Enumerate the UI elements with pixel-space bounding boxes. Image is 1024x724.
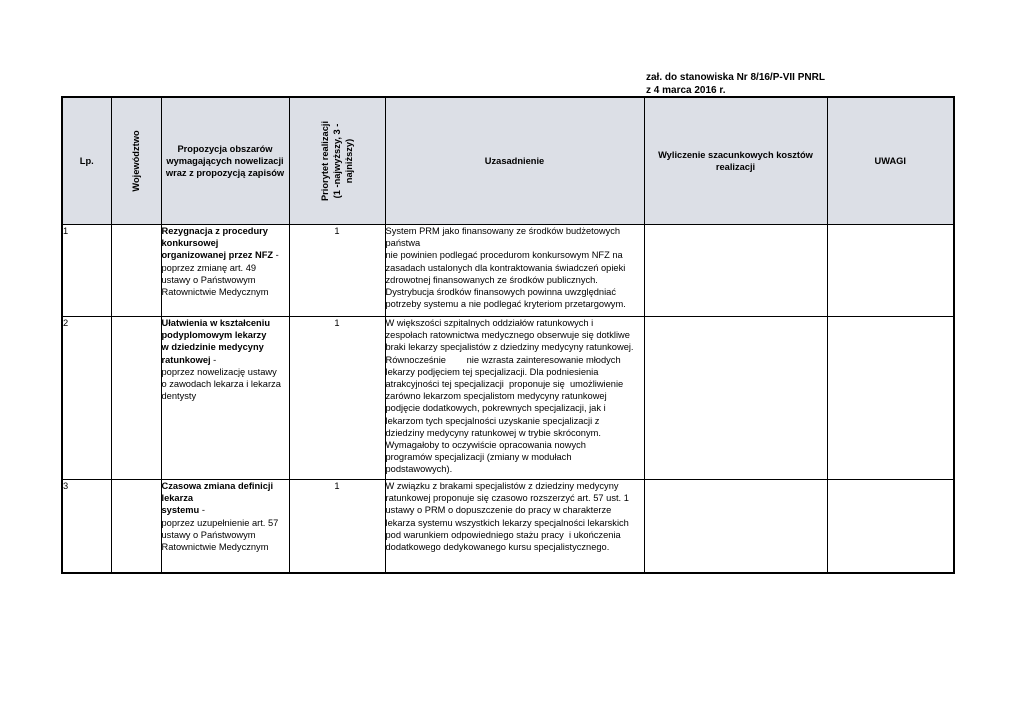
propozycja-line: Ratownictwie Medycznym: [161, 542, 269, 553]
propozycja-line: o zawodach lekarza i lekarza: [161, 379, 281, 390]
uzasadnienie-line: programów specjalizacji (zmiany w modułach: [385, 452, 572, 463]
cell-priorytet: 1: [289, 480, 385, 573]
uzasadnienie-line: ratunkowej proponuje się czasowo rozszerzyć art. 57 ust. 1: [385, 493, 629, 504]
uzasadnienie-line: W większości szpitalnych oddziałów ratunkowych i: [385, 318, 594, 328]
propozycja-bold-line: [162, 249, 289, 261]
cell-uwagi: [827, 480, 954, 573]
propozycja-bold-line: [162, 237, 289, 249]
uzasadnienie-line: System PRM jako finansowany ze środków budżetowych: [385, 226, 621, 236]
uzasadnienie-line: zespołach ratownictwa medycznego obserwuje się dotkliwe: [385, 330, 630, 341]
propozycja-bold-line: [162, 354, 289, 366]
propozycja-bold-line: [162, 504, 289, 516]
uzasadnienie-line: Dystrybucja środków finansowych powinna uwzględniać: [385, 287, 616, 298]
uzasadnienie-line: dziedziny medycyny ratunkowej w trybie skróconym.: [385, 427, 601, 438]
propozycja-bold-line: [162, 317, 289, 329]
cell-propozycja: [161, 225, 289, 317]
cell-propozycja: [161, 480, 289, 573]
uzasadnienie-line: dodatkowego dedykowanego kursu specjalistycznego.: [385, 542, 610, 553]
cell-wyliczenie: [644, 480, 827, 573]
header-priorytet-line-1: Priorytet realizacji: [320, 120, 330, 202]
cell-wojewodztwo: [111, 317, 161, 480]
propozycja-line: Ratownictwie Medycznym: [161, 287, 269, 298]
propozycja-bold-text: Czasowa zmiana definicji: [161, 481, 274, 491]
uzasadnienie-line: lekarza systemu wszystkich lekarzy specjalności lekarskich: [385, 517, 629, 528]
attachment-line-1: zał. do stanowiska Nr 8/16/P-VII PNRL: [646, 72, 825, 83]
cell-lp: 2: [62, 317, 111, 480]
uzasadnienie-line: lekarzy podjęciem tej specjalizacji. Dla podniesienia: [385, 366, 599, 377]
table-row: [62, 317, 954, 480]
propozycja-bold-text: konkursowej: [161, 238, 219, 249]
cell-lp: 3: [62, 480, 111, 573]
propozycja-bold-line: [162, 480, 289, 492]
header-wyliczenie: Wyliczenie szacunkowych kosztów realizacji: [644, 97, 827, 225]
propozycja-line: poprzez uzupełnienie art. 57: [161, 517, 279, 528]
propozycja-line: poprzez zmianę art. 49: [161, 262, 257, 273]
attachment-note: [646, 71, 825, 97]
uzasadnienie-line: Równocześnie nie wzrasta zainteresowanie młodych: [385, 354, 621, 365]
uzasadnienie-line: podstawowych).: [385, 464, 453, 475]
propozycja-bold-line: [162, 225, 289, 237]
uzasadnienie-line: podjęcie dodatkowych, pokrewnych specjalizacji, jak i: [385, 403, 606, 414]
cell-wojewodztwo: [111, 225, 161, 317]
uzasadnienie-line: atrakcyjności tej specjalizacji proponuje się umożliwienie: [385, 379, 624, 390]
cell-uwagi: [827, 317, 954, 480]
propozycja-bold-line: [162, 329, 289, 341]
cell-uzasadnienie: [385, 317, 644, 480]
propozycja-line: dentysty: [161, 391, 197, 402]
uzasadnienie-line: Wymagałoby to oczywiście opracowania nowych: [385, 440, 586, 451]
header-wojewodztwo-label: Województwo: [131, 130, 141, 192]
uzasadnienie-line: zdrowotnej finansowanych ze środków publicznych.: [385, 274, 598, 285]
propozycja-bold-text: systemu: [161, 505, 200, 516]
uzasadnienie-line: lekarzom tych specjalności uzyskanie specjalizacji z: [385, 415, 600, 426]
propozycja-bold-text: organizowanej przez NFZ: [161, 250, 274, 261]
propozycja-line: ustawy o Państwowym: [161, 529, 256, 540]
table-row: [62, 480, 954, 573]
header-priorytet-line-3: najniższy): [344, 138, 354, 184]
uzasadnienie-line: ustawy o PRM o dopuszczenie do pracy w charakterze: [385, 505, 612, 516]
header-uwagi: UWAGI: [827, 97, 954, 225]
uzasadnienie-line: państwa: [385, 238, 421, 249]
uzasadnienie-line: braki lekarzy specjalistów z dziedziny medycyny ratunkowej.: [385, 342, 634, 353]
propozycja-line: poprzez nowelizację ustawy: [161, 366, 277, 377]
cell-uzasadnienie: [385, 225, 644, 317]
propozycja-dash: -: [273, 250, 279, 261]
proposals-table: [61, 96, 955, 574]
propozycja-line: ustawy o Państwowym: [161, 274, 256, 285]
cell-wyliczenie: [644, 225, 827, 317]
header-uzasadnienie: Uzasadnienie: [385, 97, 644, 225]
propozycja-bold-line: [162, 341, 289, 353]
uzasadnienie-line: potrzeby systemu a nie podlegać kryteriom przetargowym.: [385, 299, 626, 310]
header-wojewodztwo: [111, 97, 161, 225]
cell-priorytet: 1: [289, 225, 385, 317]
header-propozycja: Propozycja obszarów wymagających nowelizacji wraz z propozycją zapisów: [161, 97, 289, 225]
cell-propozycja: [161, 317, 289, 480]
propozycja-dash: -: [199, 505, 205, 516]
cell-wojewodztwo: [111, 480, 161, 573]
propozycja-bold-text: Rezygnacja z procedury: [161, 226, 268, 236]
cell-lp: 1: [62, 225, 111, 317]
cell-priorytet: 1: [289, 317, 385, 480]
header-lp: Lp.: [62, 97, 111, 225]
header-priorytet: [289, 97, 385, 225]
table-row: [62, 225, 954, 317]
cell-uwagi: [827, 225, 954, 317]
propozycja-bold-text: podyplomowym lekarzy: [161, 330, 267, 341]
propozycja-bold-text: ratunkowej: [161, 354, 211, 365]
propozycja-dash: -: [210, 354, 217, 365]
uzasadnienie-line: W związku z brakami specjalistów z dziedziny medycyny: [385, 481, 619, 491]
cell-uzasadnienie: [385, 480, 644, 573]
propozycja-bold-line: [162, 492, 289, 504]
uzasadnienie-line: zarówno lekarzom specjalistom medycyny ratunkowej: [385, 391, 607, 402]
uzasadnienie-line: zasadach ustalonych dla kontraktowania świadczeń opieki: [385, 262, 626, 273]
propozycja-bold-text: w dziedzinie medycyny: [161, 342, 264, 353]
propozycja-bold-text: lekarza: [161, 493, 194, 504]
uzasadnienie-line: pod warunkiem odpowiedniego stażu pracy i ukończenia: [385, 529, 621, 540]
propozycja-bold-text: Ułatwienia w kształceniu: [161, 318, 270, 328]
uzasadnienie-line: nie powinien podlegać procedurom konkursowym NFZ na: [385, 250, 623, 261]
header-row: [62, 97, 954, 225]
attachment-line-2: z 4 marca 2016 r.: [646, 85, 726, 96]
header-priorytet-line-2: (1 -najwyższy, 3 -: [332, 123, 342, 199]
cell-wyliczenie: [644, 317, 827, 480]
